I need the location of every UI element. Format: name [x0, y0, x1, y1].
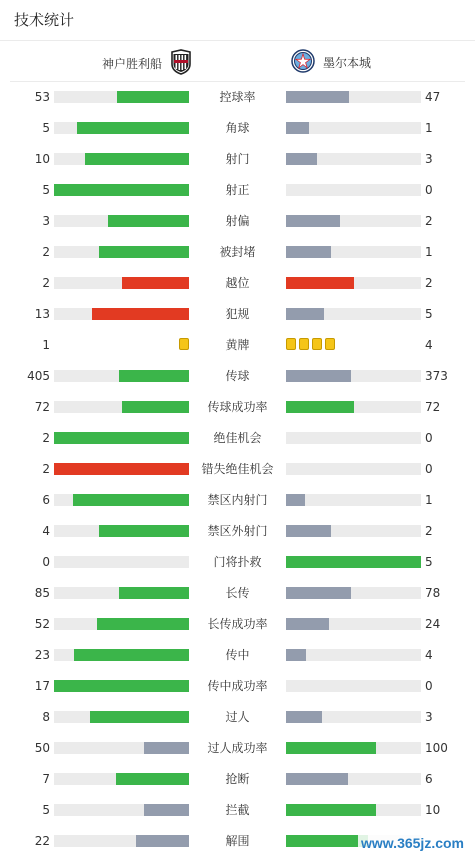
away-stat-bar — [286, 153, 421, 165]
away-stat-value: 100 — [425, 741, 448, 755]
away-stat-bar-fill — [286, 773, 348, 785]
home-stat-bar-fill — [74, 649, 189, 661]
away-stat-bar-fill — [286, 246, 331, 258]
away-stat-value: 5 — [425, 555, 433, 569]
home-stat-value: 0 — [42, 555, 50, 569]
yellow-card-icon — [299, 338, 309, 350]
away-stat-bar — [286, 773, 421, 785]
home-stat-bar-fill — [54, 463, 189, 475]
stat-label: 传球 — [225, 369, 250, 383]
stat-label: 角球 — [225, 121, 250, 135]
stat-row — [0, 516, 475, 547]
away-stat-bar — [286, 463, 421, 475]
stat-row — [0, 82, 475, 113]
home-stat-bar — [54, 835, 189, 847]
away-stat-value: 5 — [425, 307, 433, 321]
home-stat-bar-fill — [54, 184, 189, 196]
away-stat-bar — [286, 432, 421, 444]
home-stat-bar-fill — [122, 277, 190, 289]
home-stat-bar-fill — [122, 401, 190, 413]
stat-label: 过人成功率 — [207, 741, 268, 755]
away-stat-value: 1 — [425, 245, 433, 259]
away-stat-bar-fill — [286, 835, 368, 847]
home-stat-bar — [54, 556, 189, 568]
home-stat-bar — [54, 711, 189, 723]
home-stat-bar — [54, 308, 189, 320]
stat-row — [0, 330, 475, 361]
away-stat-bar-fill — [286, 618, 329, 630]
home-stat-bar — [54, 804, 189, 816]
home-stat-bar — [54, 215, 189, 227]
away-stat-bar — [286, 618, 421, 630]
home-stat-bar-fill — [92, 308, 189, 320]
home-stat-bar-fill — [136, 835, 189, 847]
away-stat-value: 4 — [425, 338, 433, 352]
stat-row — [0, 764, 475, 795]
away-stat-bar-fill — [286, 122, 309, 134]
away-stat-value: 72 — [425, 400, 441, 414]
home-stat-bar-fill — [99, 525, 189, 537]
stat-row — [0, 144, 475, 175]
stat-label: 禁区内射门 — [207, 493, 268, 507]
away-stat-bar — [286, 215, 421, 227]
away-stat-bar-fill — [286, 587, 351, 599]
home-stat-value: 53 — [34, 90, 50, 104]
home-stat-bar-fill — [85, 153, 189, 165]
away-stat-bar — [286, 556, 421, 568]
home-stat-bar — [54, 587, 189, 599]
stat-row — [0, 237, 475, 268]
home-stat-bar-fill — [144, 742, 189, 754]
home-stat-bar-fill — [54, 680, 189, 692]
stat-label: 错失绝佳机会 — [201, 462, 274, 476]
home-stat-bar — [54, 742, 189, 754]
stat-row — [0, 206, 475, 237]
stat-label: 控球率 — [219, 90, 256, 104]
home-stat-value: 22 — [34, 834, 50, 848]
stat-row — [0, 113, 475, 144]
yellow-card-icon — [312, 338, 322, 350]
home-stat-value: 52 — [34, 617, 50, 631]
away-stat-bar-fill — [286, 277, 354, 289]
away-stat-value: 6 — [425, 772, 433, 786]
away-stat-bar — [286, 401, 421, 413]
stat-label: 黄牌 — [225, 338, 250, 352]
home-stat-bar — [54, 463, 189, 475]
away-stat-bar — [286, 680, 421, 692]
away-team-name: 墨尔本城 — [323, 56, 372, 70]
home-stat-value: 3 — [42, 214, 50, 228]
home-stat-bar — [54, 649, 189, 661]
home-stat-bar-fill — [54, 432, 189, 444]
home-stat-bar-fill — [108, 215, 189, 227]
home-stat-value: 8 — [42, 710, 50, 724]
away-stat-bar-fill — [286, 711, 322, 723]
home-stat-value: 23 — [34, 648, 50, 662]
away-team[interactable] — [291, 49, 371, 76]
home-stat-value: 2 — [42, 245, 50, 259]
away-stat-bar — [286, 742, 421, 754]
away-stat-bar — [286, 711, 421, 723]
stats-list — [0, 82, 475, 857]
away-stat-bar-fill — [286, 215, 340, 227]
away-stat-value: 24 — [425, 617, 441, 631]
stat-row — [0, 175, 475, 206]
away-stat-value: 0 — [425, 183, 433, 197]
home-stat-value: 1 — [42, 338, 50, 352]
home-stat-value: 2 — [42, 276, 50, 290]
stat-label: 解围 — [225, 834, 250, 848]
stat-label: 门将扑救 — [213, 555, 262, 569]
stat-row — [0, 640, 475, 671]
stat-label: 禁区外射门 — [207, 524, 268, 538]
away-stat-bar — [286, 122, 421, 134]
home-stat-bar — [54, 525, 189, 537]
home-stat-bar — [54, 184, 189, 196]
away-stat-bar-fill — [286, 370, 351, 382]
away-stat-bar-fill — [286, 556, 421, 568]
home-stat-bar-fill — [73, 494, 189, 506]
away-stat-value: 4 — [425, 648, 433, 662]
watermark: www.365jz.com — [358, 835, 467, 851]
stat-label: 传球成功率 — [207, 400, 268, 414]
stat-label: 传中 — [225, 648, 250, 662]
page-title: 技术统计 — [14, 11, 75, 29]
home-stat-bar — [54, 277, 189, 289]
away-stat-bar-fill — [286, 804, 376, 816]
away-stat-value: 0 — [425, 462, 433, 476]
away-stat-bar — [286, 308, 421, 320]
away-stat-bar — [286, 649, 421, 661]
stat-row — [0, 671, 475, 702]
home-stat-bar — [54, 494, 189, 506]
away-stat-bar-fill — [286, 525, 331, 537]
stat-row — [0, 547, 475, 578]
away-stat-value: 2 — [425, 214, 433, 228]
away-stat-bar — [286, 494, 421, 506]
home-stat-bar-fill — [90, 711, 189, 723]
yellow-card-icon — [286, 338, 296, 350]
home-stat-value: 10 — [34, 152, 50, 166]
yellow-card-icon — [179, 338, 189, 350]
title-divider — [0, 40, 475, 41]
stat-label: 传中成功率 — [207, 679, 268, 693]
home-stat-bar-fill — [97, 618, 189, 630]
stat-label: 绝佳机会 — [213, 431, 262, 445]
home-stat-bar-fill — [119, 587, 189, 599]
away-stat-value: 10 — [425, 803, 441, 817]
home-team-name: 神户胜利船 — [102, 57, 163, 71]
away-stat-bar-fill — [286, 742, 376, 754]
vissel-kobe-crest-icon — [170, 49, 192, 78]
away-stat-bar-fill — [286, 153, 317, 165]
stat-row — [0, 485, 475, 516]
home-stat-value: 13 — [34, 307, 50, 321]
home-stat-value: 5 — [42, 803, 50, 817]
away-stat-bar — [286, 246, 421, 258]
stat-row — [0, 299, 475, 330]
away-stat-value: 0 — [425, 431, 433, 445]
home-stat-value: 6 — [42, 493, 50, 507]
stat-row — [0, 702, 475, 733]
stat-label: 长传成功率 — [207, 617, 268, 631]
away-stat-bar-fill — [286, 649, 306, 661]
home-stat-bar — [54, 122, 189, 134]
home-stat-bar — [54, 370, 189, 382]
away-stat-bar-fill — [286, 308, 324, 320]
away-stat-bar — [286, 91, 421, 103]
home-stat-value: 50 — [34, 741, 50, 755]
away-stat-value: 0 — [425, 679, 433, 693]
home-yellow-cards — [179, 338, 189, 350]
stat-label: 射正 — [225, 183, 250, 197]
home-stat-value: 17 — [34, 679, 50, 693]
away-stat-value: 1 — [425, 493, 433, 507]
stat-row — [0, 578, 475, 609]
stat-label: 过人 — [225, 710, 250, 724]
away-stat-bar — [286, 370, 421, 382]
stat-row — [0, 392, 475, 423]
stat-label: 越位 — [225, 276, 250, 290]
home-stat-value: 7 — [42, 772, 50, 786]
away-stat-value: 3 — [425, 152, 433, 166]
home-stat-bar-fill — [144, 804, 189, 816]
yellow-card-icon — [325, 338, 335, 350]
stat-row — [0, 423, 475, 454]
home-stat-bar — [54, 91, 189, 103]
home-stat-value: 405 — [27, 369, 50, 383]
away-stat-bar — [286, 587, 421, 599]
home-stat-bar-fill — [119, 370, 189, 382]
home-stat-bar — [54, 153, 189, 165]
away-stat-bar-fill — [286, 494, 305, 506]
away-stat-value: 47 — [425, 90, 441, 104]
home-stat-value: 5 — [42, 183, 50, 197]
away-yellow-cards — [286, 338, 335, 350]
home-stat-value: 72 — [34, 400, 50, 414]
stat-row — [0, 733, 475, 764]
home-stat-bar-fill — [99, 246, 189, 258]
home-stat-bar-fill — [77, 122, 189, 134]
home-stat-bar-fill — [116, 773, 189, 785]
away-stat-bar — [286, 277, 421, 289]
away-stat-bar-fill — [286, 91, 349, 103]
melbourne-city-crest-icon — [291, 49, 315, 76]
stat-label: 被封堵 — [219, 245, 256, 259]
stat-row — [0, 361, 475, 392]
stat-row — [0, 795, 475, 826]
away-stat-value: 373 — [425, 369, 448, 383]
home-stat-bar — [54, 773, 189, 785]
home-stat-value: 2 — [42, 431, 50, 445]
home-team[interactable] — [102, 49, 192, 78]
away-stat-bar-fill — [286, 401, 354, 413]
stat-label: 犯规 — [225, 307, 250, 321]
stat-label: 抢断 — [225, 772, 250, 786]
home-stat-value: 4 — [42, 524, 50, 538]
home-stat-bar — [54, 618, 189, 630]
stat-label: 射偏 — [225, 214, 250, 228]
stat-row — [0, 268, 475, 299]
home-stat-value: 85 — [34, 586, 50, 600]
team-header — [0, 46, 475, 76]
stat-label: 长传 — [225, 586, 250, 600]
away-stat-value: 2 — [425, 524, 433, 538]
home-stat-bar — [54, 401, 189, 413]
home-stat-value: 2 — [42, 462, 50, 476]
away-stat-value: 3 — [425, 710, 433, 724]
home-stat-bar-fill — [117, 91, 189, 103]
stat-row — [0, 454, 475, 485]
away-stat-value: 2 — [425, 276, 433, 290]
home-stat-value: 5 — [42, 121, 50, 135]
away-stat-bar — [286, 184, 421, 196]
stat-label: 拦截 — [225, 803, 250, 817]
stat-row — [0, 609, 475, 640]
away-stat-value: 78 — [425, 586, 441, 600]
stat-label: 射门 — [225, 152, 250, 166]
home-stat-bar — [54, 246, 189, 258]
away-stat-value: 1 — [425, 121, 433, 135]
home-stat-bar — [54, 432, 189, 444]
away-stat-bar — [286, 525, 421, 537]
away-stat-bar — [286, 804, 421, 816]
home-stat-bar — [54, 680, 189, 692]
